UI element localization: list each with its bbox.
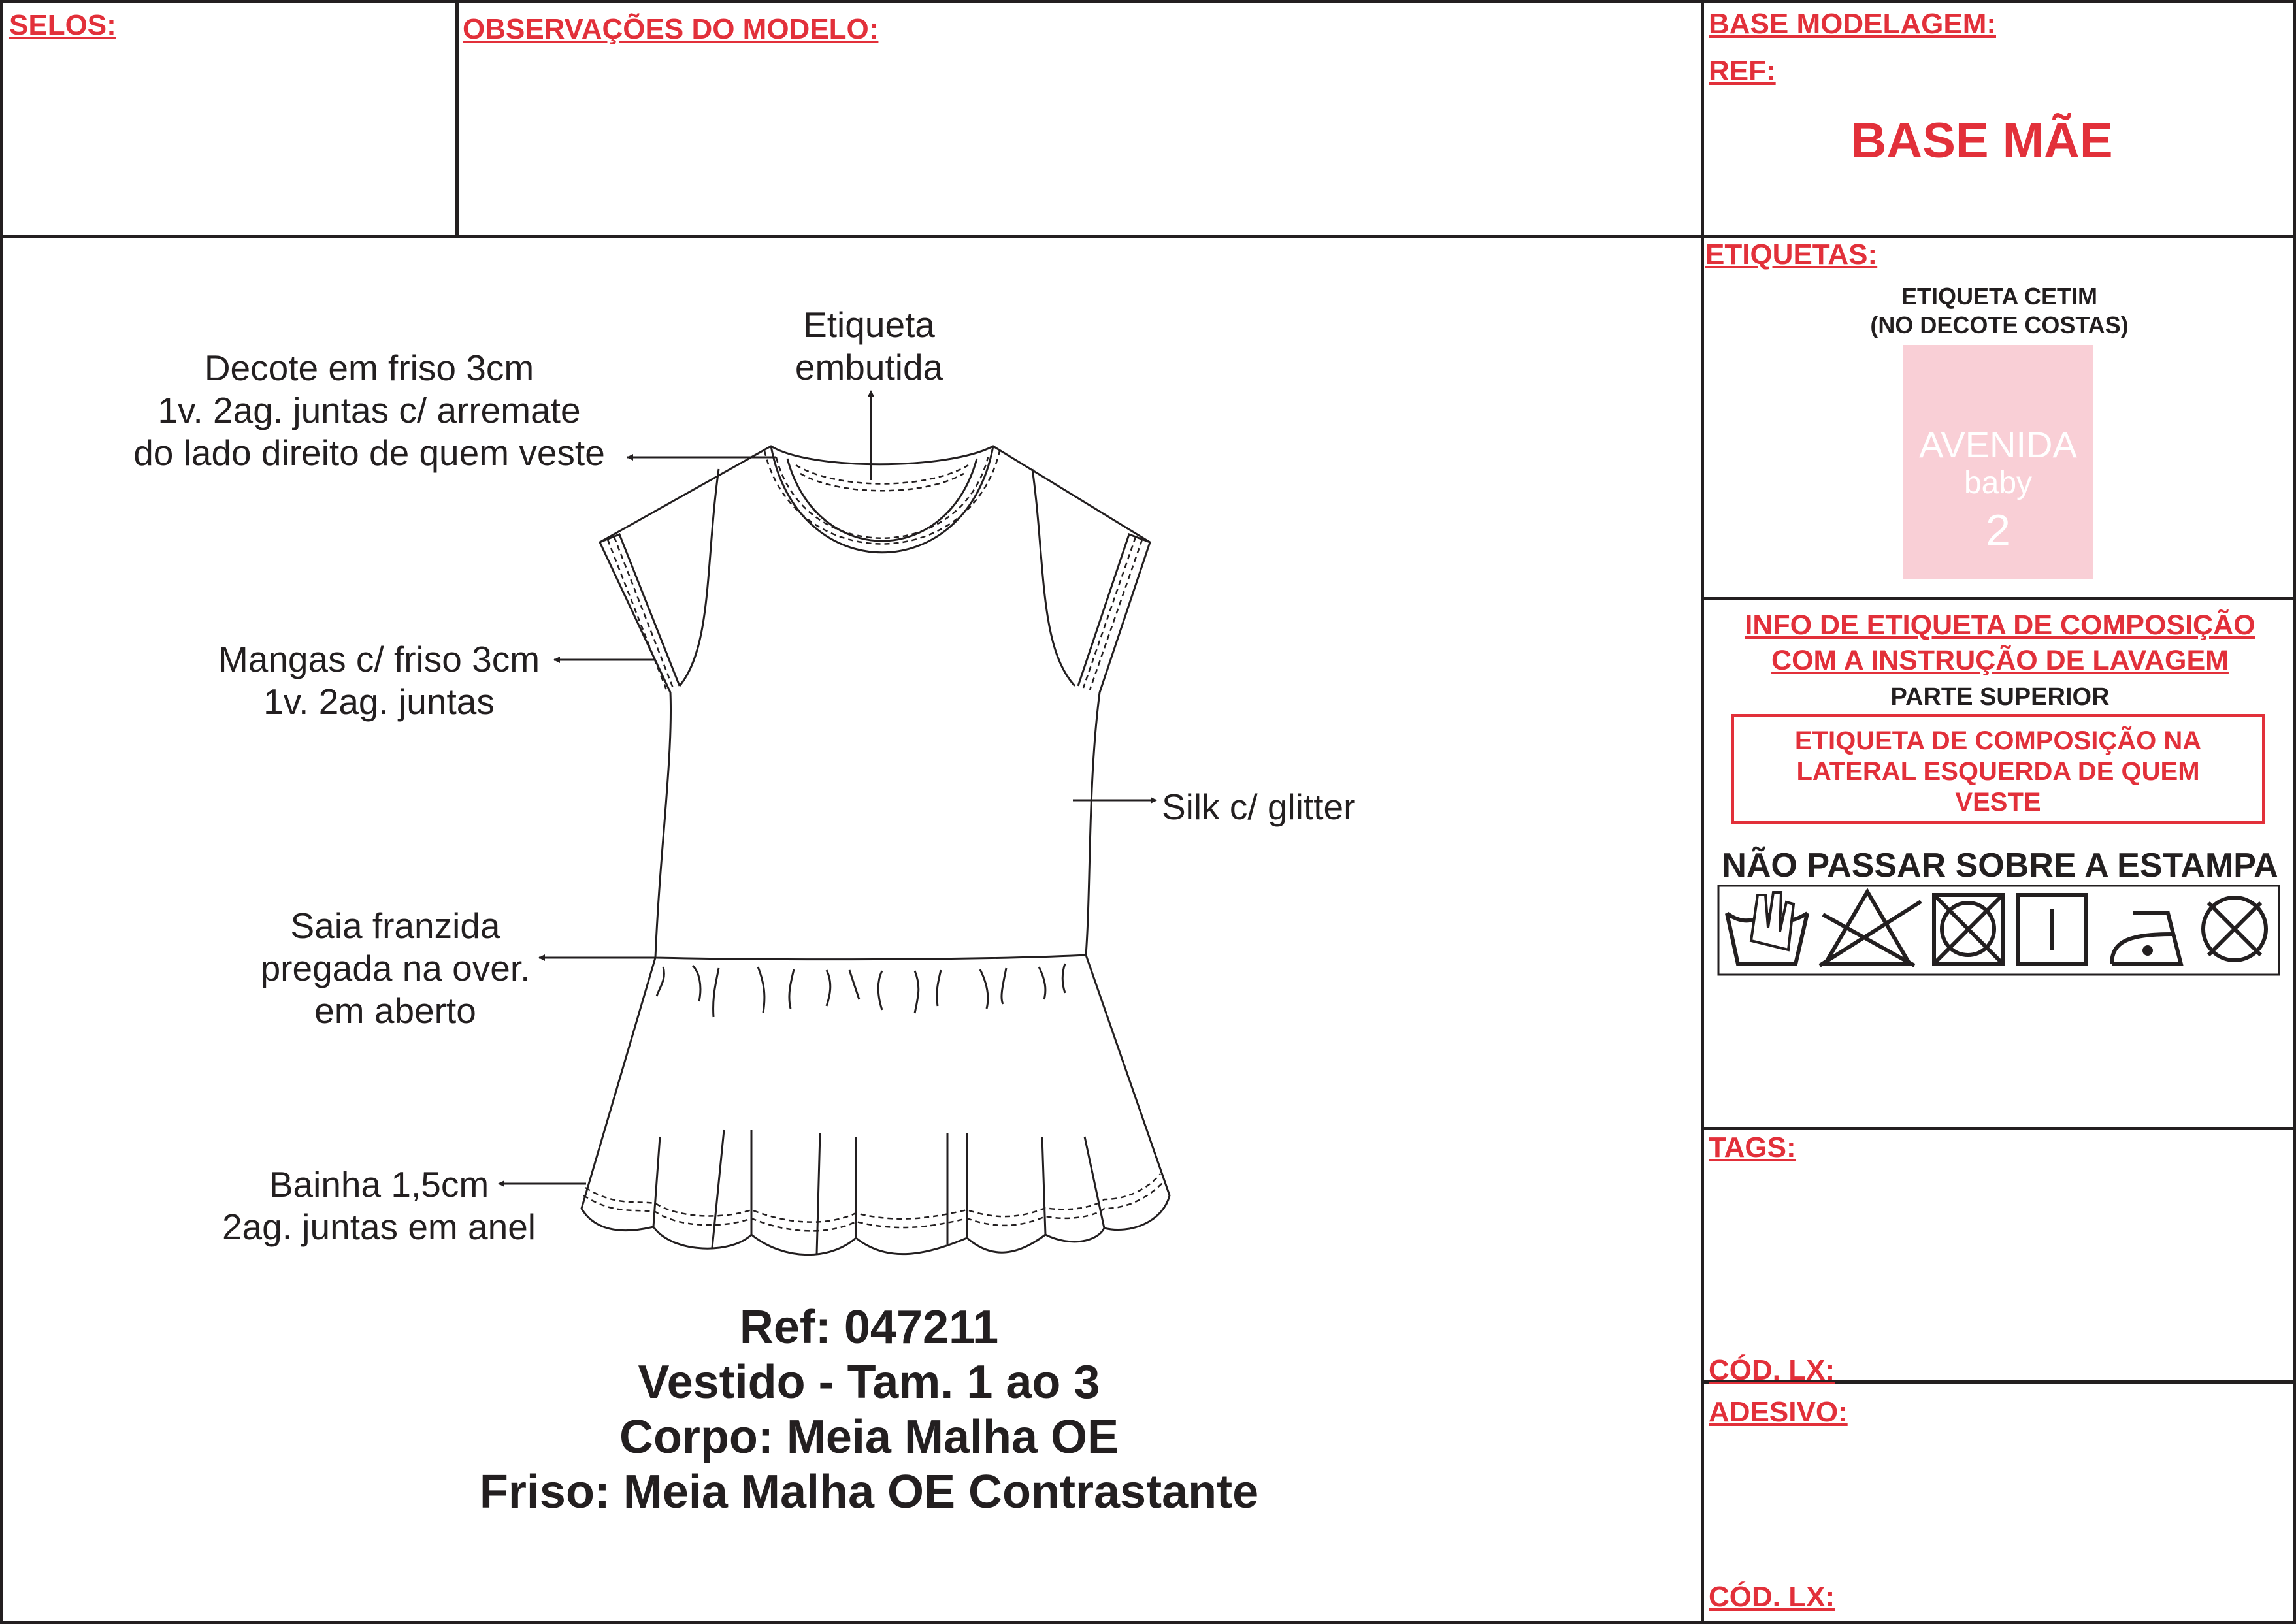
composicao-divider — [1701, 1127, 2296, 1130]
brand-label — [1903, 345, 2093, 579]
annotation-mangas-line2: 1v. 2ag. juntas — [263, 681, 495, 722]
annotation-etiqueta-line2: embutida — [795, 347, 943, 387]
base-value: BASE MÃE — [1850, 113, 2113, 169]
composicao-title — [1704, 608, 2296, 678]
adesivo-label: ADESIVO: — [1709, 1396, 1848, 1428]
etiquetas-label: ETIQUETAS: — [1705, 238, 1878, 270]
product-friso: Friso: Meia Malha OE Contrastante — [479, 1466, 1259, 1518]
adesivo-cod-label: CÓD. LX: — [1709, 1581, 1835, 1613]
product-ref: Ref: 047211 — [739, 1301, 999, 1354]
composicao-title-line2: COM A INSTRUÇÃO DE LAVAGEM — [1771, 645, 2229, 676]
tags-cod-label: CÓD. LX: — [1709, 1354, 1835, 1386]
product-corpo: Corpo: Meia Malha OE — [619, 1411, 1119, 1463]
annotation-decote — [105, 347, 634, 474]
composicao-title-line1: INFO DE ETIQUETA DE COMPOSIÇÃO — [1745, 609, 2255, 641]
selos-divider — [455, 0, 459, 237]
annotation-decote-line3: do lado direito de quem veste — [133, 432, 605, 473]
etiqueta-cetim-line2: (NO DECOTE COSTAS) — [1870, 312, 2129, 338]
annotation-etiqueta — [738, 304, 1000, 389]
composicao-box-line3: VESTE — [1955, 788, 2041, 817]
selos-label: SELOS: — [9, 9, 116, 41]
annotation-decote-line1: Decote em friso 3cm — [204, 348, 534, 388]
composicao-box-line2: LATERAL ESQUERDA DE QUEM — [1796, 757, 2200, 786]
product-name: Vestido - Tam. 1 ao 3 — [638, 1356, 1100, 1408]
annotation-decote-line2: 1v. 2ag. juntas c/ arremate — [157, 390, 581, 430]
annotation-silk: Silk c/ glitter — [1162, 787, 1356, 827]
observacoes-label: OBSERVAÇÕES DO MODELO: — [463, 13, 879, 45]
composicao-box-line1: ETIQUETA DE COMPOSIÇÃO NA — [1794, 726, 2202, 755]
product-block — [346, 1300, 1392, 1519]
annotation-saia-line1: Saia franzida — [290, 905, 500, 946]
annotation-mangas-line1: Mangas c/ friso 3cm — [218, 639, 540, 679]
ref-label: REF: — [1709, 55, 1776, 87]
annotation-bainha-line2: 2ag. juntas em anel — [221, 1207, 536, 1247]
annotation-saia — [216, 905, 575, 1032]
brand-label-name: AVENIDA — [1919, 424, 2077, 465]
brand-label-sub: baby — [1963, 466, 2033, 500]
annotation-mangas — [196, 638, 562, 723]
composicao-box — [1731, 714, 2265, 824]
tags-label: TAGS: — [1709, 1131, 1796, 1163]
etiqueta-cetim-text — [1712, 282, 2287, 340]
header-divider — [0, 235, 2296, 238]
annotation-bainha-line1: Bainha 1,5cm — [269, 1164, 489, 1205]
brand-label-size: 2 — [1986, 506, 2010, 555]
etiquetas-divider — [1701, 597, 2296, 600]
etiqueta-cetim-line1: ETIQUETA CETIM — [1901, 283, 2097, 310]
annotation-saia-line2: pregada na over. — [260, 948, 531, 988]
annotation-etiqueta-line1: Etiqueta — [803, 304, 935, 345]
warning-text: NÃO PASSAR SOBRE A ESTAMPA — [1722, 847, 2278, 885]
parte-superior: PARTE SUPERIOR — [1890, 683, 2110, 711]
annotation-saia-line3: em aberto — [314, 990, 476, 1031]
annotation-bainha — [189, 1163, 568, 1248]
base-modelagem-label: BASE MODELAGEM: — [1709, 8, 1996, 40]
